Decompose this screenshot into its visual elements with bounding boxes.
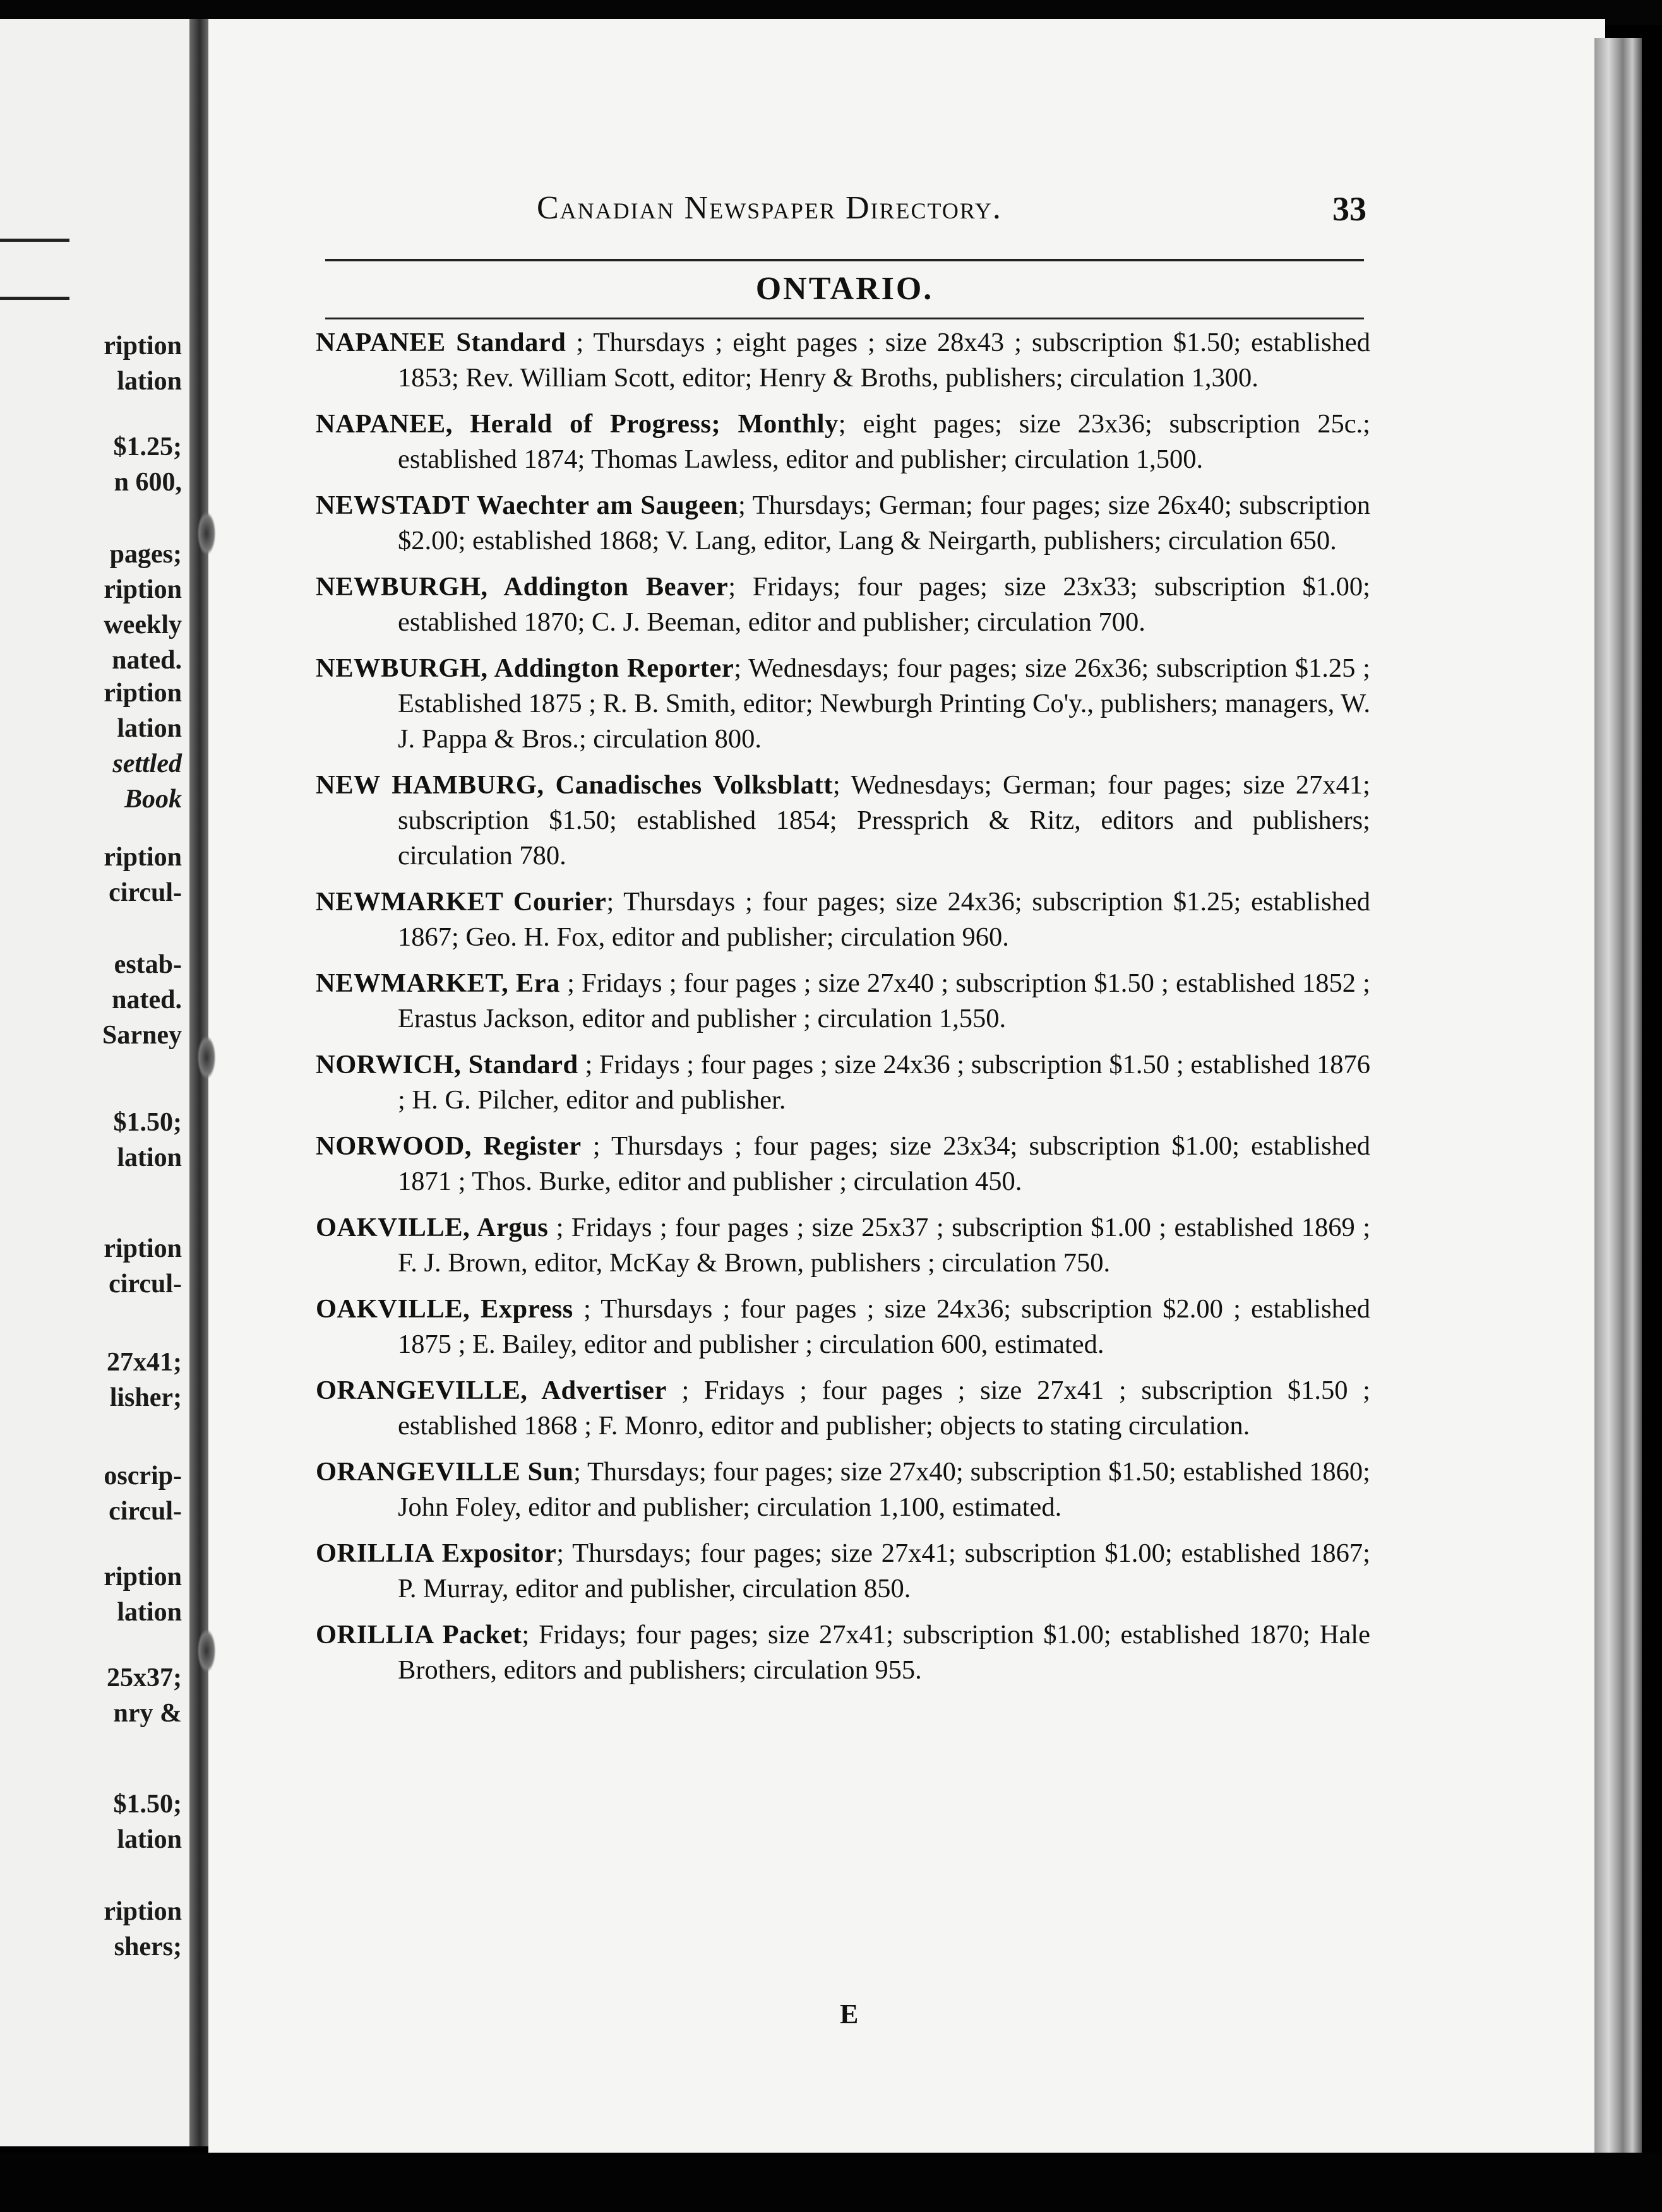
- newspaper-entry: [316, 966, 1370, 1037]
- newspaper-details: ; Fridays; four pages; size 23x33; subscription $1.00; established 1870; C. J. Beeman, editor and publisher; circulation 700.: [398, 572, 1370, 637]
- newspaper-details: ; Fridays ; four pages ; size 25x37 ; subscription $1.00 ; established 1869 ; F. J. Brown, editor, McKay & Brown, publishers ; circulation 750.: [398, 1213, 1371, 1278]
- facing-page-line: 27x41;: [107, 1348, 182, 1377]
- newspaper-entry: [316, 407, 1370, 477]
- newspaper-entry: [316, 1047, 1370, 1118]
- newspaper-name: NAPANEE Standard: [316, 328, 566, 357]
- facing-page-line: Sarney: [102, 1021, 182, 1050]
- newspaper-entry: [316, 1292, 1370, 1362]
- header-rule: [325, 259, 1364, 261]
- newspaper-name: ORILLIA Expositor: [316, 1538, 557, 1568]
- facing-page-line: lation: [117, 1598, 182, 1627]
- newspaper-name: OAKVILLE, Express: [316, 1294, 573, 1324]
- facing-page-line: lation: [117, 1143, 182, 1172]
- newspaper-entry: [316, 1373, 1370, 1444]
- newspaper-details: ; Thursdays ; four pages; size 24x36; subscription $1.25; established 1867; Geo. H. Fox, editor and publisher; circulation 960.: [398, 887, 1371, 952]
- facing-page-line: ription: [104, 1234, 182, 1263]
- facing-page-line: $1.50;: [113, 1108, 182, 1137]
- facing-page-line: $1.25;: [113, 432, 182, 461]
- newspaper-entry: [316, 1454, 1370, 1525]
- facing-page-line: pages;: [109, 540, 182, 569]
- signature-mark: E: [840, 1999, 859, 2030]
- facing-page-line: weekly: [104, 610, 182, 639]
- newspaper-name: OAKVILLE, Argus: [316, 1213, 549, 1242]
- page-edge: [1594, 38, 1642, 2159]
- newspaper-name: ORILLIA Packet: [316, 1620, 522, 1650]
- newspaper-entry: [316, 325, 1370, 396]
- newspaper-entry: [316, 1536, 1370, 1607]
- newspaper-details: ; Thursdays ; four pages ; size 24x36; subscription $2.00 ; established 1875 ; E. Bailey, editor and publisher ; circulation 600, estimated.: [398, 1294, 1370, 1359]
- facing-page-line: estab-: [114, 950, 182, 979]
- newspaper-details: ; Wednesdays; German; four pages; size 27x41; subscription $1.50; established 1854; Pressprich & Ritz, editors and publishers; circulation 780.: [398, 770, 1370, 871]
- facing-page-line: lation: [117, 1825, 182, 1854]
- newspaper-details: ; eight pages; size 23x36; subscription 25c.; established 1874; Thomas Lawless, editor and publisher; circulation 1,500.: [398, 409, 1370, 474]
- newspaper-name: NORWOOD, Register: [316, 1131, 582, 1161]
- facing-page-line: shers;: [114, 1932, 182, 1961]
- section-rule: [325, 318, 1364, 319]
- facing-page-line: circul-: [109, 878, 182, 907]
- facing-page-line: lisher;: [109, 1383, 182, 1412]
- binding-mark: [197, 511, 216, 556]
- newspaper-entry: [316, 1617, 1370, 1688]
- facing-page-line: ription: [104, 575, 182, 604]
- newspaper-details: ; Fridays ; four pages ; size 27x40 ; subscription $1.50 ; established 1852 ; Erastus Jackson, editor and publisher ; circulation 1,550.: [398, 968, 1370, 1033]
- newspaper-details: ; Thursdays; German; four pages; size 26x40; subscription $2.00; established 1868; V. Lang, editor, Lang & Neirgarth, publishers; circulation 650.: [398, 491, 1371, 556]
- facing-page-line: nated.: [112, 985, 182, 1014]
- newspaper-name: NEWMARKET, Era: [316, 968, 560, 998]
- newspaper-name: NEWBURGH, Addington Reporter: [316, 653, 734, 683]
- facing-page-rule: [0, 297, 69, 300]
- newspaper-name: ORANGEVILLE, Advertiser: [316, 1376, 667, 1405]
- facing-page-line: 25x37;: [107, 1663, 182, 1692]
- facing-page-line: ription: [104, 679, 182, 708]
- facing-page-line: settled: [112, 749, 182, 778]
- facing-page-line: ription: [104, 1562, 182, 1591]
- header-title: Canadian Newspaper Directory.: [537, 190, 1002, 226]
- facing-page-line: nry &: [113, 1699, 182, 1728]
- newspaper-details: ; Fridays ; four pages ; size 24x36 ; subscription $1.50 ; established 1876 ; H. G. Pilcher, editor and publisher.: [398, 1050, 1370, 1115]
- facing-page-line: $1.50;: [113, 1790, 182, 1819]
- newspaper-name: NEWSTADT Waechter am Saugeen: [316, 491, 739, 520]
- facing-page-line: circul-: [109, 1270, 182, 1299]
- newspaper-details: ; Thursdays ; four pages; size 23x34; subscription $1.00; established 1871 ; Thos. Burke, editor and publisher ; circulation 450.: [398, 1131, 1370, 1196]
- newspaper-details: ; Wednesdays; four pages; size 26x36; subscription $1.25 ; Established 1875 ; R. B. Smith, editor; Newburgh Printing Co'y., publishers; managers, W. J. Pappa & Bros.; circulation 800.: [398, 653, 1370, 754]
- newspaper-details: ; Thursdays; four pages; size 27x41; subscription $1.00; established 1867; P. Murray, editor and publisher, circulation 850.: [398, 1538, 1370, 1603]
- facing-page-line: oscrip-: [104, 1461, 182, 1490]
- newspaper-details: ; Thursdays; four pages; size 27x40; subscription $1.50; established 1860; John Foley, editor and publisher; circulation 1,100, estimated.: [398, 1457, 1370, 1522]
- facing-page-line: lation: [117, 367, 182, 396]
- running-header: [537, 189, 1358, 227]
- newspaper-entry: [316, 1129, 1370, 1199]
- facing-page-rule: [0, 239, 69, 242]
- newspaper-name: NEWBURGH, Addington Beaver: [316, 572, 729, 602]
- facing-page-line: nated.: [112, 646, 182, 675]
- newspaper-name: ORANGEVILLE Sun: [316, 1457, 574, 1487]
- section-heading: ONTARIO.: [755, 271, 934, 307]
- page-number: 33: [1332, 190, 1366, 228]
- binding-mark: [197, 1035, 216, 1079]
- scan-border-bottom: [0, 2153, 1662, 2212]
- facing-page-line: ription: [104, 1897, 182, 1926]
- newspaper-entry: [316, 569, 1370, 640]
- facing-page-line: n 600,: [114, 468, 182, 497]
- newspaper-details: ; Thursdays ; eight pages ; size 28x43 ; subscription $1.50; established 1853; Rev. William Scott, editor; Henry & Broths, publishers; circulation 1,300.: [398, 328, 1370, 393]
- newspaper-name: NAPANEE, Herald of Progress; Monthly: [316, 409, 839, 439]
- newspaper-details: ; Fridays; four pages; size 27x41; subscription $1.00; established 1870; Hale Brothers, editors and publishers; circulation 955.: [398, 1620, 1370, 1685]
- newspaper-name: NORWICH, Standard: [316, 1050, 578, 1079]
- facing-page-fragment: [0, 19, 197, 2146]
- newspaper-entry: [316, 1210, 1370, 1281]
- newspaper-name: NEWMARKET Courier: [316, 887, 607, 917]
- newspaper-entry: [316, 884, 1370, 955]
- facing-page-line: ription: [104, 843, 182, 872]
- newspaper-entry-list: [316, 325, 1370, 1699]
- facing-page-line: circul-: [109, 1497, 182, 1526]
- newspaper-entry: [316, 651, 1370, 757]
- newspaper-name: NEW HAMBURG, Canadisches Volksblatt: [316, 770, 833, 800]
- facing-page-line: lation: [117, 714, 182, 743]
- newspaper-entry: [316, 768, 1370, 874]
- newspaper-details: ; Fridays ; four pages ; size 27x41 ; subscription $1.50 ; established 1868 ; F. Monro, editor and publisher; objects to stating circulation.: [398, 1376, 1370, 1441]
- binding-mark: [197, 1629, 216, 1673]
- newspaper-entry: [316, 488, 1370, 559]
- facing-page-line: Book: [124, 785, 182, 814]
- facing-page-line: ription: [104, 331, 182, 360]
